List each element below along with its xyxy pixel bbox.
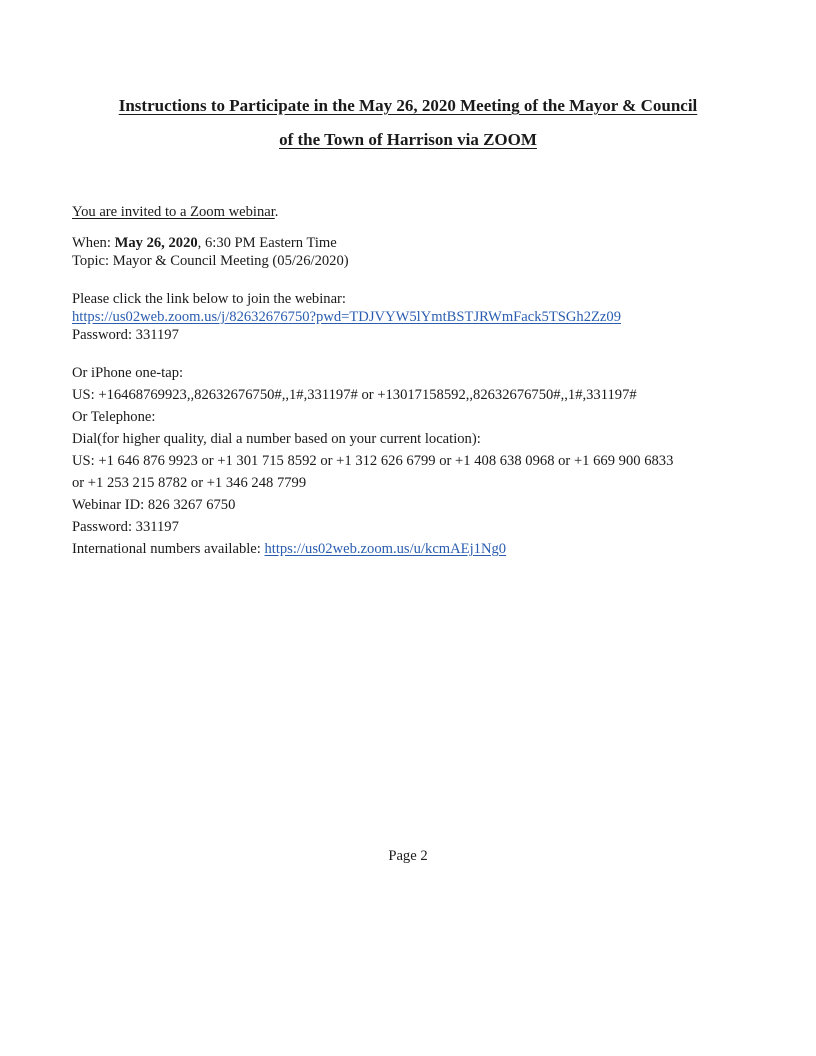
phone-password: Password: 331197 (72, 519, 179, 535)
document-title-line-1: Instructions to Participate in the May 26, 2020 Meeting of the Mayor & Council (118, 96, 698, 115)
meeting-details (72, 234, 752, 270)
invite-text: You are invited to a Zoom webinar (72, 204, 275, 220)
telephone-label: Or Telephone: (72, 409, 156, 425)
invite-period: . (274, 204, 279, 220)
invite-line (72, 203, 752, 221)
join-password: Password: 331197 (72, 327, 179, 343)
international-line (72, 538, 752, 560)
join-instruction: Please click the link below to join the webinar: (72, 291, 346, 307)
when-label: When: (72, 235, 115, 251)
invite-section (72, 203, 752, 221)
us-numbers-line-1: US: +1 646 876 9923 or +1 301 715 8592 or +1 312 626 6799 or +1 408 638 0968 or +1 669 900 6833 (72, 453, 674, 469)
when-date: May 26, 2020 (114, 235, 198, 251)
webinar-id: Webinar ID: 826 3267 6750 (72, 497, 236, 513)
international-label: International numbers available: (72, 541, 265, 557)
page-number: Page 2 (388, 848, 428, 864)
dial-instruction: Dial(for higher quality, dial a number based on your current location): (72, 431, 481, 447)
document-title-line-2: of the Town of Harrison via ZOOM (279, 130, 537, 149)
when-time: , 6:30 PM Eastern Time (197, 235, 337, 251)
us-numbers-line-2: or +1 253 215 8782 or +1 346 248 7799 (72, 475, 307, 491)
when-line (72, 234, 752, 252)
international-numbers-link[interactable]: https://us02web.zoom.us/u/kcmAEj1Ng0 (264, 541, 507, 557)
iphone-label: Or iPhone one-tap: (72, 365, 184, 381)
join-section (72, 290, 752, 344)
phone-section (72, 362, 752, 560)
topic-line: Topic: Mayor & Council Meeting (05/26/2020) (72, 253, 349, 269)
join-webinar-link[interactable]: https://us02web.zoom.us/j/82632676750?pwd=TDJVYW5lYmtBSTJRWmFack5TSGh2Zz09 (72, 309, 621, 325)
iphone-us-numbers: US: +16468769923,,82632676750#,,1#,331197# or +13017158592,,82632676750#,,1#,331197# (72, 387, 637, 403)
